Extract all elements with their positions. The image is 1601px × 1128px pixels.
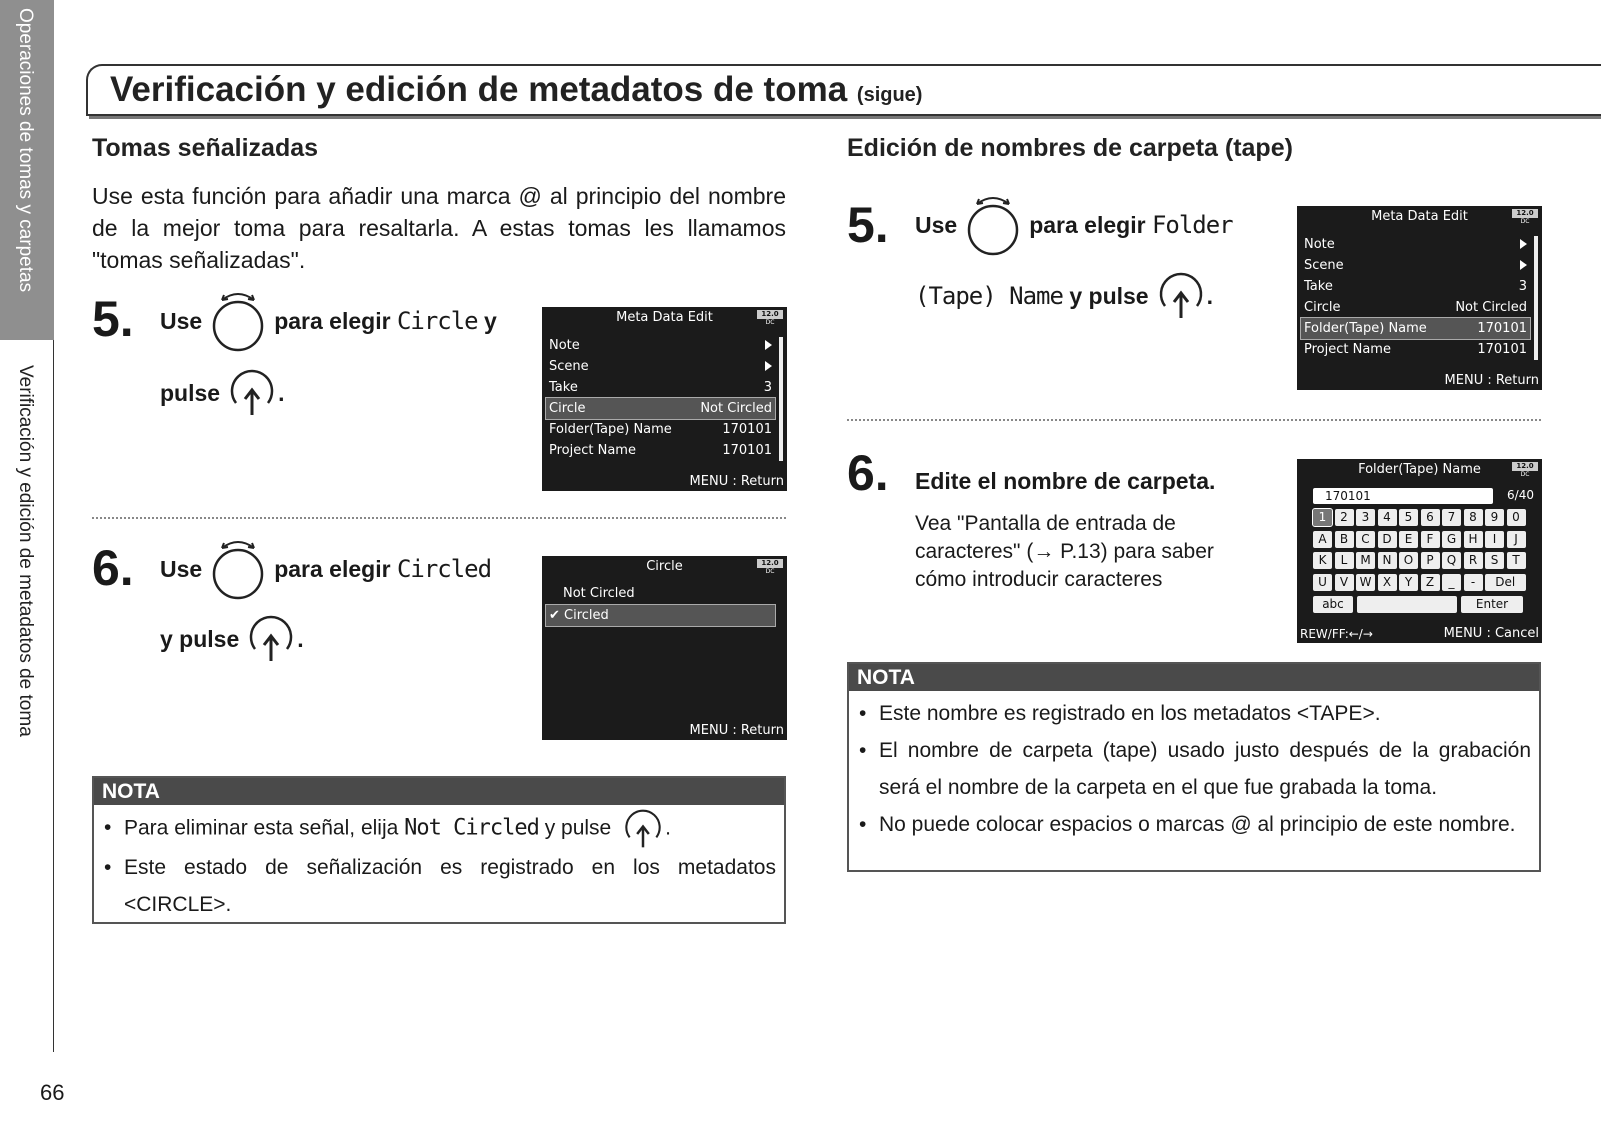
left-step5-pulse: pulse [160, 379, 221, 406]
key[interactable]: 6 [1421, 509, 1440, 526]
lcd-row-take[interactable]: Take 3 [1304, 279, 1527, 294]
left-step5-dot: . [278, 379, 285, 406]
right-step5-value2: (Tape) Name [915, 282, 1063, 310]
left-step6-value: Circled [396, 555, 492, 583]
left-step6-use: Use [160, 555, 203, 582]
lcd-option-circled[interactable]: ✔ Circled [546, 605, 775, 626]
right-divider [847, 419, 1541, 421]
key[interactable]: O [1399, 552, 1418, 569]
lcd-row-circle[interactable]: Circle Not Circled [546, 398, 775, 419]
right-step5-line2 [915, 273, 1213, 319]
key[interactable]: P [1421, 552, 1440, 569]
left-intro: Use esta función para añadir una marca @ al principio del nombre de la mejor toma para resaltarla. A estas tomas les llamamos "tomas señalizadas". [92, 183, 786, 273]
note-item: • Este nombre es registrado en los metadatos <TAPE>. [857, 695, 1531, 732]
lcd-option-not-circled[interactable]: Not Circled [563, 586, 635, 601]
dial-icon [210, 290, 266, 352]
note-item: • Este estado de señalización es registrado en los metadatos <CIRCLE>. [102, 849, 776, 923]
dial-icon [210, 538, 266, 600]
arrow-right-icon [765, 340, 772, 350]
char-count: 6/40 [1507, 488, 1534, 502]
key[interactable]: 4 [1378, 509, 1397, 526]
left-step6-line1 [160, 546, 491, 592]
arrow-right-icon [1520, 239, 1527, 249]
battery-icon: 12.0 DC [757, 310, 783, 326]
left-step5-value: Circle [396, 307, 478, 335]
key[interactable]: I [1485, 531, 1504, 548]
folder-name-input[interactable]: 170101 [1313, 488, 1493, 504]
note-code: Not Circled [404, 815, 539, 841]
left-step6-number: 6. [92, 540, 134, 596]
lcd-row-project-name[interactable]: Project Name 170101 [1304, 342, 1527, 357]
right-step5-use: Use [915, 211, 958, 238]
lcd-footer-right: MENU : Cancel [1443, 626, 1539, 641]
lcd-title: Folder(Tape) Name [1358, 462, 1481, 477]
key[interactable]: N [1378, 552, 1397, 569]
key[interactable]: K [1313, 552, 1332, 569]
right-step5-number: 5. [847, 197, 889, 253]
arrow-right-icon [765, 361, 772, 371]
left-step5-y: y [484, 307, 497, 334]
key[interactable]: J [1507, 531, 1526, 548]
push-button-icon [247, 615, 295, 663]
lcd-circle-select [542, 556, 787, 740]
key[interactable]: 5 [1399, 509, 1418, 526]
key[interactable]: C [1356, 531, 1375, 548]
key[interactable]: E [1399, 531, 1418, 548]
left-heading: Tomas señalizadas [92, 134, 319, 162]
right-step6-number: 6. [847, 445, 889, 501]
left-step5-line1 [160, 298, 497, 344]
left-step6-y-pulse: y pulse [160, 625, 240, 652]
battery-icon: 12.0 DC [1512, 209, 1538, 225]
push-button-icon [228, 369, 276, 417]
side-tab-label-top: Operaciones de tomas y carpetas [15, 8, 36, 293]
right-note-box [847, 662, 1541, 872]
key[interactable]: X [1378, 574, 1397, 591]
push-button-icon [1157, 272, 1205, 320]
key[interactable]: 2 [1335, 509, 1354, 526]
key[interactable]: F [1421, 531, 1440, 548]
right-step5-dot: . [1206, 282, 1213, 309]
battery-icon: 12.0 DC [757, 559, 783, 575]
key[interactable]: 1 [1313, 509, 1332, 526]
key[interactable]: M [1356, 552, 1375, 569]
key[interactable]: V [1335, 574, 1354, 591]
lcd-footer-left: REW/FF:←/→ [1300, 627, 1373, 641]
left-step5-line2 [160, 370, 284, 416]
lcd-title: Meta Data Edit [616, 310, 713, 325]
key[interactable]: 9 [1485, 509, 1504, 526]
side-divider [53, 340, 54, 1052]
key[interactable]: S [1485, 552, 1504, 569]
lcd-meta-data-edit-right [1297, 206, 1542, 390]
right-heading: Edición de nombres de carpeta (tape) [847, 134, 1293, 162]
key[interactable]: D [1378, 531, 1397, 548]
lcd-row-note[interactable]: Note [1301, 234, 1530, 255]
key[interactable]: 7 [1442, 509, 1461, 526]
page-title [110, 70, 922, 110]
key[interactable]: U [1313, 574, 1332, 591]
key[interactable]: - [1464, 574, 1483, 591]
key[interactable]: 8 [1464, 509, 1483, 526]
right-step5-para-elegir: para elegir [1029, 211, 1146, 238]
lcd-title: Meta Data Edit [1371, 209, 1468, 224]
note-item: • El nombre de carpeta (tape) usado justo después de la grabación será el nombre de la carpeta en el que fue grabada la toma. [857, 732, 1531, 806]
page-title-main: Verificación y edición de metadatos de toma [110, 70, 848, 109]
page-title-suffix: (sigue) [856, 84, 923, 106]
key[interactable]: H [1464, 531, 1483, 548]
lcd-scrollbar[interactable] [1534, 236, 1538, 360]
key[interactable]: B [1335, 531, 1354, 548]
note-header: NOTA [94, 778, 784, 805]
key[interactable]: _ [1442, 574, 1461, 591]
left-divider [92, 517, 786, 519]
lcd-row-take[interactable]: Take 3 [549, 380, 772, 395]
lcd-meta-data-edit-left [542, 307, 787, 491]
page-number: 66 [40, 1080, 65, 1105]
lcd-row-project-name[interactable]: Project Name 170101 [549, 443, 772, 458]
right-step6-body: Vea "Pantalla de entrada de caracteres" (→ P.13) para saber cómo introducir caracteres [915, 512, 1214, 591]
battery-icon: 12.0 DC [1512, 462, 1538, 478]
key-abc[interactable]: abc [1313, 596, 1353, 613]
key[interactable]: W [1356, 574, 1375, 591]
push-button-icon [623, 809, 663, 849]
arrow-right-icon [1520, 260, 1527, 270]
right-step5-line1 [915, 202, 1233, 248]
key[interactable]: R [1464, 552, 1483, 569]
lcd-row-folder-name[interactable]: Folder(Tape) Name 170101 [549, 422, 772, 437]
lcd-row-circle[interactable]: Circle Not Circled [1304, 300, 1527, 315]
lcd-keyboard [1297, 459, 1542, 643]
right-step6-title: Edite el nombre de carpeta. [915, 467, 1216, 494]
lcd-footer: MENU : Return [689, 474, 784, 489]
key[interactable]: T [1507, 552, 1526, 569]
lcd-title: Circle [646, 559, 683, 574]
lcd-footer: MENU : Return [1444, 373, 1539, 388]
lcd-row-folder-name[interactable]: Folder(Tape) Name 170101 [1301, 318, 1530, 339]
left-note-box [92, 776, 786, 924]
left-step6-dot: . [297, 625, 304, 652]
key[interactable]: G [1442, 531, 1461, 548]
left-step6-para-elegir: para elegir [274, 555, 391, 582]
left-step6-line2 [160, 616, 304, 662]
left-step5-para-elegir: para elegir [274, 307, 391, 334]
key[interactable]: Y [1399, 574, 1418, 591]
right-step5-y-pulse: y pulse [1069, 282, 1149, 309]
right-step5-value1: Folder [1151, 211, 1233, 239]
lcd-scrollbar[interactable] [779, 337, 783, 461]
note-item: • Para eliminar esta señal, elija Not Circled y pulse . [102, 809, 776, 849]
key[interactable]: 3 [1356, 509, 1375, 526]
key[interactable]: Z [1421, 574, 1440, 591]
key[interactable]: 0 [1507, 509, 1526, 526]
lcd-row-note[interactable]: Note [546, 335, 775, 356]
left-step5-use: Use [160, 307, 203, 334]
note-item: • No puede colocar espacios o marcas @ al principio de este nombre. [857, 806, 1531, 843]
dial-icon [965, 194, 1021, 256]
key[interactable]: L [1335, 552, 1354, 569]
key[interactable]: A [1313, 531, 1332, 548]
side-tab-label-bottom: Verificación y edición de metadatos de toma [15, 365, 36, 737]
lcd-footer: MENU : Return [689, 723, 784, 738]
key[interactable]: Q [1442, 552, 1461, 569]
lcd-row-scene[interactable]: Scene [1301, 255, 1530, 276]
key-delete[interactable]: Del [1485, 574, 1526, 591]
key-space[interactable] [1357, 596, 1457, 613]
lcd-row-scene[interactable]: Scene [546, 356, 775, 377]
key-enter[interactable]: Enter [1461, 596, 1523, 613]
note-header: NOTA [849, 664, 1539, 691]
left-step5-number: 5. [92, 291, 134, 347]
